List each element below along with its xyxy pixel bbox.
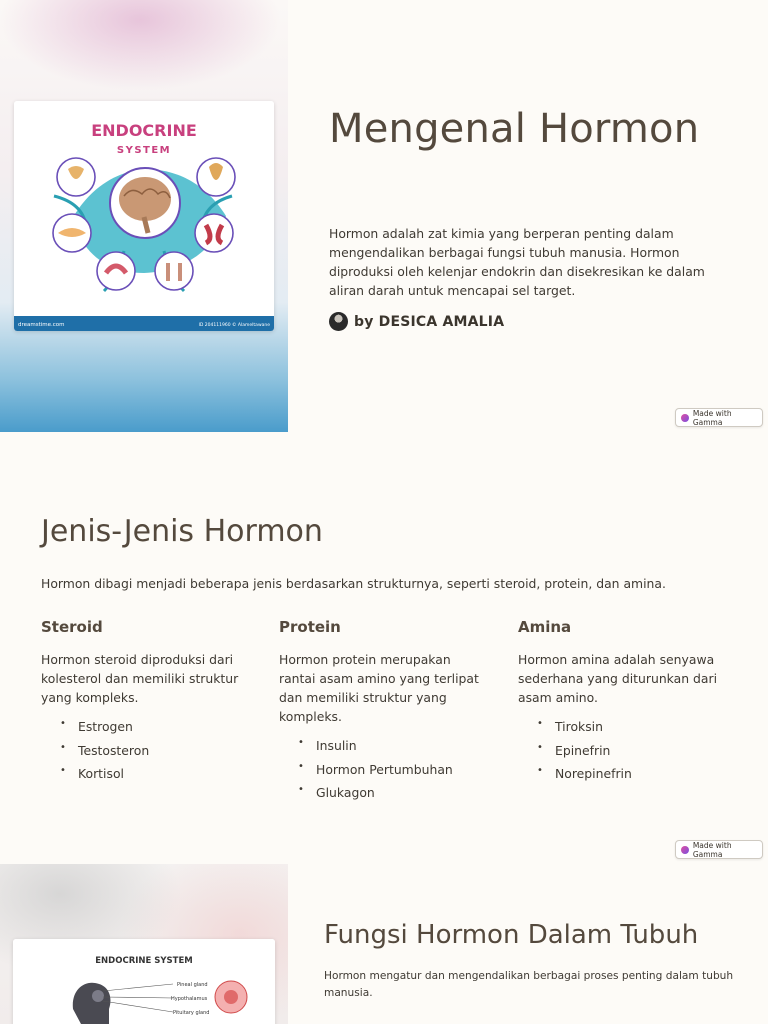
made-with-gamma-badge[interactable] (675, 840, 763, 859)
list-item: • Kortisol (41, 765, 251, 789)
hero-image-panel (0, 864, 288, 1024)
list-item: • Insulin (279, 737, 489, 761)
endocrine-system-image (14, 101, 274, 331)
gamma-logo-icon (681, 846, 689, 854)
column-protein (279, 618, 489, 808)
slide-title: Fungsi Hormon Dalam Tubuh (324, 920, 699, 950)
list-item: • Hormon Pertumbuhan (279, 761, 489, 785)
list-item: • Norepinefrin (518, 765, 728, 789)
diagram-heading: ENDOCRINE SYSTEM (95, 956, 193, 966)
badge-label: Made with Gamma (692, 840, 732, 859)
diagram-label: Hypothalamus (171, 996, 208, 1002)
diagram-label: Pineal gland (177, 982, 208, 988)
image-id: ID 204111960 © Alameltawane (198, 323, 270, 328)
column-amina (518, 618, 728, 789)
image-heading-line2: SYSTEM (116, 145, 172, 156)
image-watermark: dreamstime.com (18, 322, 65, 328)
list-item: • Epinefrin (518, 742, 728, 766)
slide-title: Mengenal Hormon (329, 106, 700, 152)
list-item: • Tiroksin (518, 718, 728, 742)
slide-intro (0, 0, 768, 432)
endocrine-diagram-image (13, 939, 275, 1024)
column-heading: Protein (279, 618, 341, 636)
slide-title: Jenis-Jenis Hormon (41, 514, 323, 549)
list-item: • Glukagon (279, 784, 489, 808)
column-text: Hormon protein merupakan rantai asam amino yang terlipat dan memiliki struktur yang kompleks. (279, 652, 479, 724)
list-item: • Estrogen (41, 718, 251, 742)
bullet-list (518, 718, 728, 789)
column-heading: Steroid (41, 618, 103, 636)
author-line (329, 312, 504, 331)
column-text: Hormon steroid diproduksi dari kolesterol dan memiliki struktur yang kompleks. (41, 652, 239, 705)
badge-label: Made with Gamma (692, 408, 732, 427)
gamma-logo-icon (681, 414, 689, 422)
bullet-list (279, 737, 489, 808)
column-steroid (41, 618, 251, 789)
list-item: • Testosteron (41, 742, 251, 766)
column-heading: Amina (518, 618, 572, 636)
hero-image-panel (0, 0, 288, 432)
image-heading-line1: ENDOCRINE (91, 121, 197, 140)
diagram-label: Pituitary gland (173, 1010, 210, 1016)
column-text: Hormon amina adalah senyawa sederhana yang diturunkan dari asam amino. (518, 652, 718, 705)
avatar (329, 312, 348, 331)
slide-intro-text: Hormon dibagi menjadi beberapa jenis berdasarkan strukturnya, seperti steroid, protein, dan amina. (41, 576, 666, 591)
made-with-gamma-badge[interactable] (675, 408, 763, 427)
slide-description: Hormon mengatur dan mengendalikan berbagai proses penting dalam tubuh manusia. (324, 970, 734, 999)
slide-description: Hormon adalah zat kimia yang berperan penting dalam mengendalikan berbagai fungsi tubuh manusia. Hormon diproduksi oleh kelenjar endokrin dan disekresikan ke dalam aliran darah untuk mencapai sel target. (329, 226, 705, 298)
author-name: by DESICA AMALIA (354, 313, 505, 330)
slide-hormone-types (0, 432, 768, 864)
slide-hormone-functions (0, 864, 768, 1024)
bullet-list (41, 718, 251, 789)
